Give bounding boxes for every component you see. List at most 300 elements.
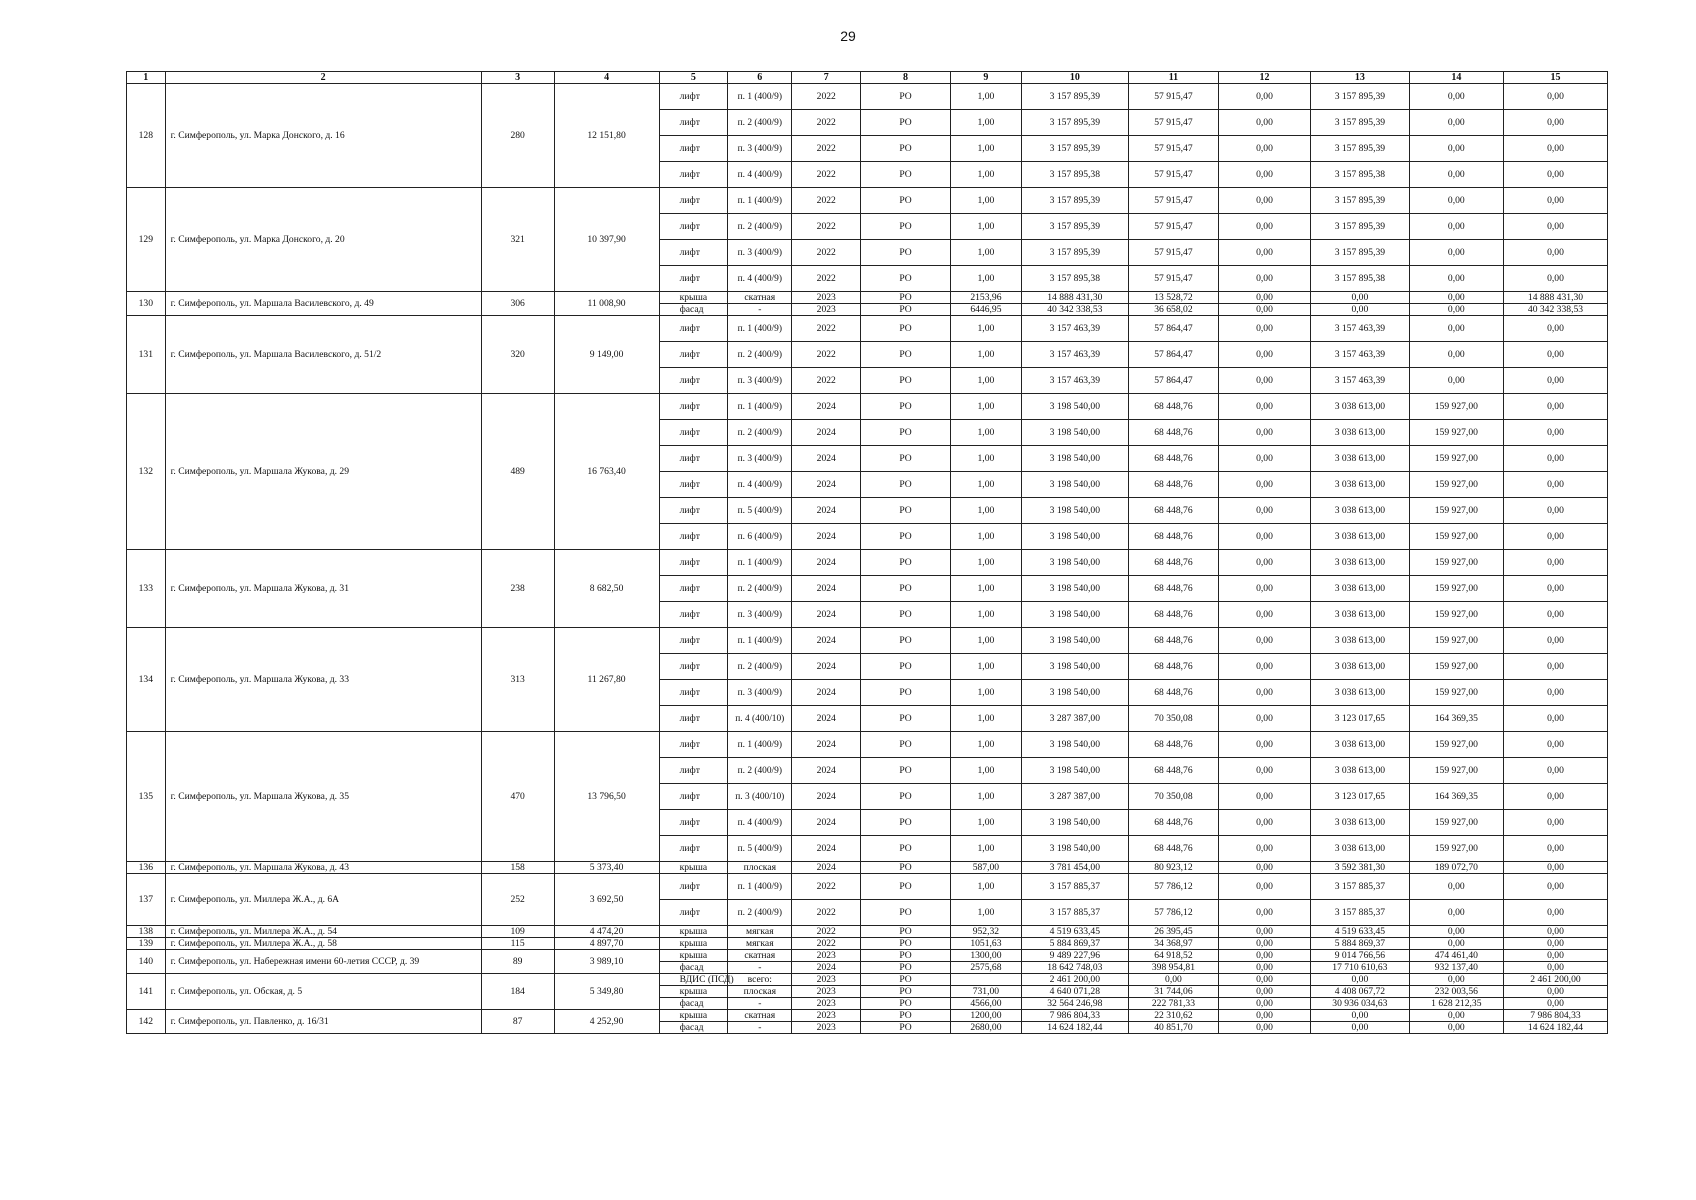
year-cell: 2022 bbox=[792, 214, 861, 240]
unit-cost-cell: 68 448,76 bbox=[1128, 394, 1218, 420]
area-cell: 12 151,80 bbox=[554, 84, 659, 188]
col14-cell: 159 927,00 bbox=[1409, 810, 1503, 836]
total-cost-cell: 3 157 895,39 bbox=[1021, 188, 1128, 214]
unit-cost-cell: 68 448,76 bbox=[1128, 446, 1218, 472]
col14-cell: 0,00 bbox=[1409, 240, 1503, 266]
total-cost-cell: 3 157 463,39 bbox=[1021, 368, 1128, 394]
col12-cell: 0,00 bbox=[1218, 266, 1310, 292]
volume-cell: 1,00 bbox=[951, 758, 1022, 784]
total-cost-cell: 3 198 540,00 bbox=[1021, 420, 1128, 446]
unit-cost-cell: 57 915,47 bbox=[1128, 136, 1218, 162]
address-cell: г. Симферополь, ул. Марка Донского, д. 20 bbox=[165, 188, 481, 292]
year-cell: 2022 bbox=[792, 874, 861, 900]
area-cell: 5 349,80 bbox=[554, 974, 659, 1010]
work-type-cell: лифт bbox=[659, 498, 728, 524]
col13-cell: 3 038 613,00 bbox=[1311, 498, 1410, 524]
table-row bbox=[127, 938, 1608, 950]
volume-cell: 1,00 bbox=[951, 874, 1022, 900]
col14-cell: 159 927,00 bbox=[1409, 550, 1503, 576]
col14-cell: 932 137,40 bbox=[1409, 962, 1503, 974]
total-cost-cell: 9 489 227,96 bbox=[1021, 950, 1128, 962]
col15-cell: 0,00 bbox=[1503, 550, 1607, 576]
col12-cell: 0,00 bbox=[1218, 986, 1310, 998]
col15-cell: 0,00 bbox=[1503, 986, 1607, 998]
col15-cell: 0,00 bbox=[1503, 950, 1607, 962]
row-number-cell: 136 bbox=[127, 862, 166, 874]
work-detail-cell: п. 1 (400/9) bbox=[728, 394, 792, 420]
column-header: 4 bbox=[554, 72, 659, 84]
year-cell: 2024 bbox=[792, 576, 861, 602]
owner-cell: РО bbox=[861, 706, 951, 732]
volume-cell: 1,00 bbox=[951, 84, 1022, 110]
col12-cell: 0,00 bbox=[1218, 188, 1310, 214]
col15-cell: 0,00 bbox=[1503, 368, 1607, 394]
col12-cell: 0,00 bbox=[1218, 962, 1310, 974]
area-cell: 9 149,00 bbox=[554, 316, 659, 394]
area-cell: 11 008,90 bbox=[554, 292, 659, 316]
owner-cell: РО bbox=[861, 628, 951, 654]
owner-cell: РО bbox=[861, 304, 951, 316]
col13-cell: 3 038 613,00 bbox=[1311, 654, 1410, 680]
owner-cell: РО bbox=[861, 602, 951, 628]
volume-cell: 1051,63 bbox=[951, 938, 1022, 950]
total-cost-cell: 3 287 387,00 bbox=[1021, 706, 1128, 732]
col13-cell: 3 038 613,00 bbox=[1311, 810, 1410, 836]
col13-cell: 3 157 895,39 bbox=[1311, 188, 1410, 214]
col14-cell: 0,00 bbox=[1409, 292, 1503, 304]
area-cell: 8 682,50 bbox=[554, 550, 659, 628]
work-detail-cell: п. 1 (400/9) bbox=[728, 874, 792, 900]
unit-cost-cell: 80 923,12 bbox=[1128, 862, 1218, 874]
unit-cost-cell: 40 851,70 bbox=[1128, 1022, 1218, 1034]
col13-cell: 3 123 017,65 bbox=[1311, 706, 1410, 732]
unit-cost-cell: 68 448,76 bbox=[1128, 836, 1218, 862]
table-row bbox=[127, 316, 1608, 342]
owner-cell: РО bbox=[861, 874, 951, 900]
col13-cell: 0,00 bbox=[1311, 1010, 1410, 1022]
work-detail-cell: мягкая bbox=[728, 926, 792, 938]
col13-cell: 3 038 613,00 bbox=[1311, 550, 1410, 576]
work-detail-cell: - bbox=[728, 304, 792, 316]
work-type-cell: лифт bbox=[659, 420, 728, 446]
unit-cost-cell: 68 448,76 bbox=[1128, 654, 1218, 680]
unit-cost-cell: 22 310,62 bbox=[1128, 1010, 1218, 1022]
owner-cell: РО bbox=[861, 986, 951, 998]
owner-cell: РО bbox=[861, 900, 951, 926]
owner-cell: РО bbox=[861, 472, 951, 498]
unit-cost-cell: 68 448,76 bbox=[1128, 472, 1218, 498]
total-cost-cell: 3 198 540,00 bbox=[1021, 628, 1128, 654]
work-detail-cell: п. 1 (400/9) bbox=[728, 550, 792, 576]
work-detail-cell: - bbox=[728, 998, 792, 1010]
owner-cell: РО bbox=[861, 810, 951, 836]
work-detail-cell: п. 2 (400/9) bbox=[728, 900, 792, 926]
work-type-cell: крыша bbox=[659, 986, 728, 998]
unit-cost-cell: 31 744,06 bbox=[1128, 986, 1218, 998]
col14-cell: 0,00 bbox=[1409, 214, 1503, 240]
unit-cost-cell: 36 658,02 bbox=[1128, 304, 1218, 316]
total-cost-cell: 3 157 895,39 bbox=[1021, 240, 1128, 266]
work-type-cell: крыша bbox=[659, 292, 728, 304]
year-cell: 2022 bbox=[792, 188, 861, 214]
volume-cell: 1,00 bbox=[951, 524, 1022, 550]
work-detail-cell: п. 4 (400/9) bbox=[728, 266, 792, 292]
col12-cell: 0,00 bbox=[1218, 394, 1310, 420]
col13-cell: 3 038 613,00 bbox=[1311, 628, 1410, 654]
owner-cell: РО bbox=[861, 420, 951, 446]
year-cell: 2022 bbox=[792, 110, 861, 136]
owner-cell: РО bbox=[861, 926, 951, 938]
col15-cell: 0,00 bbox=[1503, 862, 1607, 874]
col12-cell: 0,00 bbox=[1218, 550, 1310, 576]
work-detail-cell: п. 4 (400/10) bbox=[728, 706, 792, 732]
col12-cell: 0,00 bbox=[1218, 1010, 1310, 1022]
address-cell: г. Симферополь, ул. Маршала Жукова, д. 29 bbox=[165, 394, 481, 550]
total-cost-cell: 3 157 463,39 bbox=[1021, 316, 1128, 342]
column-header: 13 bbox=[1311, 72, 1410, 84]
col12-cell: 0,00 bbox=[1218, 974, 1310, 986]
col15-cell: 0,00 bbox=[1503, 342, 1607, 368]
col15-cell: 0,00 bbox=[1503, 654, 1607, 680]
unit-cost-cell: 68 448,76 bbox=[1128, 732, 1218, 758]
volume-cell: 1,00 bbox=[951, 214, 1022, 240]
row-number-cell: 132 bbox=[127, 394, 166, 550]
year-cell: 2022 bbox=[792, 136, 861, 162]
unit-cost-cell: 68 448,76 bbox=[1128, 550, 1218, 576]
work-detail-cell: п. 2 (400/9) bbox=[728, 420, 792, 446]
work-detail-cell: п. 2 (400/9) bbox=[728, 576, 792, 602]
total-cost-cell: 40 342 338,53 bbox=[1021, 304, 1128, 316]
total-cost-cell: 3 198 540,00 bbox=[1021, 602, 1128, 628]
unit-cost-cell: 64 918,52 bbox=[1128, 950, 1218, 962]
year-cell: 2022 bbox=[792, 900, 861, 926]
col14-cell: 0,00 bbox=[1409, 84, 1503, 110]
work-type-cell: лифт bbox=[659, 472, 728, 498]
col15-cell: 0,00 bbox=[1503, 900, 1607, 926]
total-cost-cell: 3 781 454,00 bbox=[1021, 862, 1128, 874]
work-type-cell: лифт bbox=[659, 874, 728, 900]
work-detail-cell: п. 1 (400/9) bbox=[728, 316, 792, 342]
volume-cell: 1,00 bbox=[951, 446, 1022, 472]
unit-cost-cell: 68 448,76 bbox=[1128, 524, 1218, 550]
year-cell: 2024 bbox=[792, 394, 861, 420]
work-type-cell: лифт bbox=[659, 836, 728, 862]
col13-cell: 3 038 613,00 bbox=[1311, 446, 1410, 472]
volume-cell: 1,00 bbox=[951, 706, 1022, 732]
column-header: 15 bbox=[1503, 72, 1607, 84]
col12-cell: 0,00 bbox=[1218, 84, 1310, 110]
row-number-cell: 140 bbox=[127, 950, 166, 974]
work-detail-cell: п. 2 (400/9) bbox=[728, 758, 792, 784]
col12-cell: 0,00 bbox=[1218, 938, 1310, 950]
col15-cell: 0,00 bbox=[1503, 162, 1607, 188]
work-type-cell: крыша bbox=[659, 950, 728, 962]
work-type-cell: лифт bbox=[659, 240, 728, 266]
col12-cell: 0,00 bbox=[1218, 874, 1310, 900]
col12-cell: 0,00 bbox=[1218, 926, 1310, 938]
address-cell: г. Симферополь, ул. Миллера Ж.А., д. 6А bbox=[165, 874, 481, 926]
work-detail-cell: п. 3 (400/9) bbox=[728, 446, 792, 472]
col15-cell: 14 888 431,30 bbox=[1503, 292, 1607, 304]
owner-cell: РО bbox=[861, 836, 951, 862]
apartments-cell: 89 bbox=[481, 950, 554, 974]
total-cost-cell: 14 624 182,44 bbox=[1021, 1022, 1128, 1034]
table-row bbox=[127, 926, 1608, 938]
col14-cell: 0,00 bbox=[1409, 900, 1503, 926]
column-header: 1 bbox=[127, 72, 166, 84]
unit-cost-cell: 13 528,72 bbox=[1128, 292, 1218, 304]
col14-cell: 159 927,00 bbox=[1409, 836, 1503, 862]
year-cell: 2022 bbox=[792, 84, 861, 110]
row-number-cell: 129 bbox=[127, 188, 166, 292]
col14-cell: 0,00 bbox=[1409, 342, 1503, 368]
column-header: 10 bbox=[1021, 72, 1128, 84]
col12-cell: 0,00 bbox=[1218, 576, 1310, 602]
col12-cell: 0,00 bbox=[1218, 110, 1310, 136]
owner-cell: РО bbox=[861, 998, 951, 1010]
work-type-cell: лифт bbox=[659, 654, 728, 680]
total-cost-cell: 3 198 540,00 bbox=[1021, 472, 1128, 498]
col12-cell: 0,00 bbox=[1218, 1022, 1310, 1034]
owner-cell: РО bbox=[861, 266, 951, 292]
unit-cost-cell: 398 954,81 bbox=[1128, 962, 1218, 974]
col14-cell: 159 927,00 bbox=[1409, 602, 1503, 628]
work-detail-cell: п. 4 (400/9) bbox=[728, 810, 792, 836]
col15-cell: 0,00 bbox=[1503, 214, 1607, 240]
work-detail-cell: п. 3 (400/9) bbox=[728, 680, 792, 706]
work-type-cell: фасад bbox=[659, 1022, 728, 1034]
col12-cell: 0,00 bbox=[1218, 732, 1310, 758]
col14-cell: 0,00 bbox=[1409, 368, 1503, 394]
address-cell: г. Симферополь, ул. Миллера Ж.А., д. 58 bbox=[165, 938, 481, 950]
total-cost-cell: 18 642 748,03 bbox=[1021, 962, 1128, 974]
col13-cell: 3 038 613,00 bbox=[1311, 602, 1410, 628]
col12-cell: 0,00 bbox=[1218, 706, 1310, 732]
work-detail-cell: п. 1 (400/9) bbox=[728, 188, 792, 214]
volume-cell: 1,00 bbox=[951, 602, 1022, 628]
col12-cell: 0,00 bbox=[1218, 758, 1310, 784]
volume-cell: 1,00 bbox=[951, 240, 1022, 266]
col15-cell: 0,00 bbox=[1503, 446, 1607, 472]
total-cost-cell: 4 519 633,45 bbox=[1021, 926, 1128, 938]
total-cost-cell: 3 198 540,00 bbox=[1021, 810, 1128, 836]
volume-cell: 1,00 bbox=[951, 266, 1022, 292]
col15-cell: 0,00 bbox=[1503, 394, 1607, 420]
work-type-cell: лифт bbox=[659, 576, 728, 602]
col15-cell: 14 624 182,44 bbox=[1503, 1022, 1607, 1034]
unit-cost-cell: 0,00 bbox=[1128, 974, 1218, 986]
volume-cell: 1,00 bbox=[951, 550, 1022, 576]
col13-cell: 9 014 766,56 bbox=[1311, 950, 1410, 962]
work-detail-cell: - bbox=[728, 962, 792, 974]
col12-cell: 0,00 bbox=[1218, 998, 1310, 1010]
table-row bbox=[127, 292, 1608, 304]
col15-cell: 0,00 bbox=[1503, 472, 1607, 498]
apartments-cell: 470 bbox=[481, 732, 554, 862]
col14-cell: 1 628 212,35 bbox=[1409, 998, 1503, 1010]
area-cell: 3 692,50 bbox=[554, 874, 659, 926]
col13-cell: 3 157 463,39 bbox=[1311, 368, 1410, 394]
unit-cost-cell: 57 915,47 bbox=[1128, 162, 1218, 188]
area-cell: 3 989,10 bbox=[554, 950, 659, 974]
table-row bbox=[127, 732, 1608, 758]
col12-cell: 0,00 bbox=[1218, 472, 1310, 498]
column-header: 7 bbox=[792, 72, 861, 84]
unit-cost-cell: 26 395,45 bbox=[1128, 926, 1218, 938]
col14-cell: 0,00 bbox=[1409, 1010, 1503, 1022]
owner-cell: РО bbox=[861, 974, 951, 986]
total-cost-cell: 3 157 463,39 bbox=[1021, 342, 1128, 368]
total-cost-cell: 3 198 540,00 bbox=[1021, 758, 1128, 784]
year-cell: 2022 bbox=[792, 938, 861, 950]
col14-cell: 159 927,00 bbox=[1409, 420, 1503, 446]
work-type-cell: лифт bbox=[659, 628, 728, 654]
area-cell: 5 373,40 bbox=[554, 862, 659, 874]
volume-cell: 1,00 bbox=[951, 654, 1022, 680]
col13-cell: 0,00 bbox=[1311, 974, 1410, 986]
year-cell: 2024 bbox=[792, 758, 861, 784]
col15-cell: 0,00 bbox=[1503, 420, 1607, 446]
volume-cell: 1,00 bbox=[951, 680, 1022, 706]
volume-cell: 1,00 bbox=[951, 136, 1022, 162]
unit-cost-cell: 57 915,47 bbox=[1128, 214, 1218, 240]
owner-cell: РО bbox=[861, 784, 951, 810]
work-type-cell: лифт bbox=[659, 706, 728, 732]
col14-cell: 0,00 bbox=[1409, 938, 1503, 950]
col14-cell: 0,00 bbox=[1409, 266, 1503, 292]
area-cell: 4 252,90 bbox=[554, 1010, 659, 1034]
col14-cell: 159 927,00 bbox=[1409, 628, 1503, 654]
work-type-cell: лифт bbox=[659, 84, 728, 110]
area-cell: 4 474,20 bbox=[554, 926, 659, 938]
col13-cell: 3 123 017,65 bbox=[1311, 784, 1410, 810]
col13-cell: 3 038 613,00 bbox=[1311, 576, 1410, 602]
table-row bbox=[127, 974, 1608, 986]
apartments-cell: 313 bbox=[481, 628, 554, 732]
owner-cell: РО bbox=[861, 550, 951, 576]
total-cost-cell: 3 198 540,00 bbox=[1021, 654, 1128, 680]
work-type-cell: крыша bbox=[659, 862, 728, 874]
col12-cell: 0,00 bbox=[1218, 654, 1310, 680]
volume-cell: 1,00 bbox=[951, 342, 1022, 368]
unit-cost-cell: 68 448,76 bbox=[1128, 758, 1218, 784]
apartments-cell: 489 bbox=[481, 394, 554, 550]
owner-cell: РО bbox=[861, 938, 951, 950]
owner-cell: РО bbox=[861, 368, 951, 394]
area-cell: 10 397,90 bbox=[554, 188, 659, 292]
apartments-cell: 158 bbox=[481, 862, 554, 874]
unit-cost-cell: 68 448,76 bbox=[1128, 602, 1218, 628]
col14-cell: 159 927,00 bbox=[1409, 394, 1503, 420]
year-cell: 2022 bbox=[792, 316, 861, 342]
owner-cell: РО bbox=[861, 732, 951, 758]
work-detail-cell: п. 4 (400/9) bbox=[728, 162, 792, 188]
owner-cell: РО bbox=[861, 1022, 951, 1034]
col15-cell: 0,00 bbox=[1503, 962, 1607, 974]
apartments-cell: 115 bbox=[481, 938, 554, 950]
col13-cell: 3 157 895,39 bbox=[1311, 110, 1410, 136]
unit-cost-cell: 222 781,33 bbox=[1128, 998, 1218, 1010]
total-cost-cell: 3 157 885,37 bbox=[1021, 874, 1128, 900]
col15-cell: 0,00 bbox=[1503, 240, 1607, 266]
col12-cell: 0,00 bbox=[1218, 602, 1310, 628]
total-cost-cell: 3 198 540,00 bbox=[1021, 836, 1128, 862]
work-type-cell: лифт bbox=[659, 758, 728, 784]
work-detail-cell: п. 3 (400/9) bbox=[728, 240, 792, 266]
volume-cell: 1,00 bbox=[951, 628, 1022, 654]
apartments-cell: 321 bbox=[481, 188, 554, 292]
volume-cell: 1,00 bbox=[951, 472, 1022, 498]
area-cell: 11 267,80 bbox=[554, 628, 659, 732]
work-detail-cell: скатная bbox=[728, 950, 792, 962]
year-cell: 2024 bbox=[792, 962, 861, 974]
col13-cell: 4 408 067,72 bbox=[1311, 986, 1410, 998]
col13-cell: 3 157 463,39 bbox=[1311, 316, 1410, 342]
work-type-cell: лифт bbox=[659, 316, 728, 342]
col15-cell: 2 461 200,00 bbox=[1503, 974, 1607, 986]
col12-cell: 0,00 bbox=[1218, 680, 1310, 706]
work-type-cell: крыша bbox=[659, 938, 728, 950]
owner-cell: РО bbox=[861, 214, 951, 240]
address-cell: г. Симферополь, ул. Маршала Жукова, д. 35 bbox=[165, 732, 481, 862]
col12-cell: 0,00 bbox=[1218, 862, 1310, 874]
work-type-cell: лифт bbox=[659, 524, 728, 550]
row-number-cell: 141 bbox=[127, 974, 166, 1010]
year-cell: 2024 bbox=[792, 706, 861, 732]
year-cell: 2024 bbox=[792, 862, 861, 874]
col14-cell: 164 369,35 bbox=[1409, 706, 1503, 732]
work-type-cell: лифт bbox=[659, 550, 728, 576]
col12-cell: 0,00 bbox=[1218, 240, 1310, 266]
work-detail-cell: п. 2 (400/9) bbox=[728, 110, 792, 136]
work-type-cell: лифт bbox=[659, 214, 728, 240]
unit-cost-cell: 68 448,76 bbox=[1128, 498, 1218, 524]
col14-cell: 232 003,56 bbox=[1409, 986, 1503, 998]
col13-cell: 0,00 bbox=[1311, 1022, 1410, 1034]
col13-cell: 3 038 613,00 bbox=[1311, 732, 1410, 758]
work-detail-cell: всего: bbox=[728, 974, 792, 986]
work-type-cell: лифт bbox=[659, 342, 728, 368]
table-row bbox=[127, 874, 1608, 900]
total-cost-cell: 3 198 540,00 bbox=[1021, 732, 1128, 758]
total-cost-cell: 3 157 895,38 bbox=[1021, 266, 1128, 292]
column-header: 9 bbox=[951, 72, 1022, 84]
unit-cost-cell: 34 368,97 bbox=[1128, 938, 1218, 950]
col15-cell: 0,00 bbox=[1503, 926, 1607, 938]
unit-cost-cell: 57 915,47 bbox=[1128, 110, 1218, 136]
col15-cell: 0,00 bbox=[1503, 998, 1607, 1010]
col12-cell: 0,00 bbox=[1218, 446, 1310, 472]
table-header-row bbox=[127, 72, 1608, 84]
table-row bbox=[127, 950, 1608, 962]
owner-cell: РО bbox=[861, 950, 951, 962]
work-type-cell: лифт bbox=[659, 188, 728, 214]
volume-cell: 1,00 bbox=[951, 394, 1022, 420]
year-cell: 2024 bbox=[792, 628, 861, 654]
year-cell: 2024 bbox=[792, 550, 861, 576]
unit-cost-cell: 68 448,76 bbox=[1128, 628, 1218, 654]
column-header: 3 bbox=[481, 72, 554, 84]
row-number-cell: 139 bbox=[127, 938, 166, 950]
total-cost-cell: 14 888 431,30 bbox=[1021, 292, 1128, 304]
row-number-cell: 131 bbox=[127, 316, 166, 394]
year-cell: 2022 bbox=[792, 368, 861, 394]
table-row bbox=[127, 1010, 1608, 1022]
col14-cell: 0,00 bbox=[1409, 162, 1503, 188]
work-type-cell: крыша bbox=[659, 1010, 728, 1022]
apartments-cell: 109 bbox=[481, 926, 554, 938]
owner-cell: РО bbox=[861, 498, 951, 524]
